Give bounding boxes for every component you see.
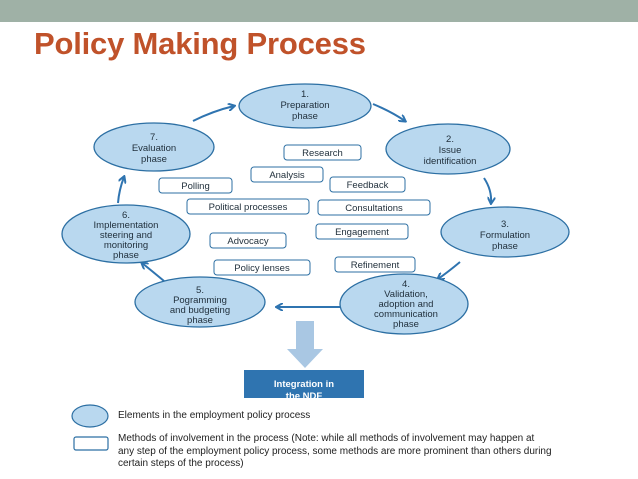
method-label: Consultations [345,203,403,214]
method-label: Polling [181,181,210,192]
phase-5-number: 5. [196,285,204,296]
method-box-consultations [318,200,430,215]
phase-3 [441,207,569,257]
method-label: Analysis [269,170,305,181]
legend-method-symbol [74,437,108,450]
method-box-advocacy [210,233,286,248]
arrow-7-to-1 [193,106,234,121]
phase-6-line-2: steering and [99,230,153,241]
arrow-3-to-4 [438,262,460,279]
legend-phase-symbol [72,405,108,427]
arrow-6-to-7 [118,177,124,203]
phase-2-number: 2. [446,134,454,145]
phase-7-line-2: phase [141,154,167,165]
phase-5-line-1: Pogramming [173,295,227,306]
phase-3-line-1: Formulation [479,230,531,241]
method-box-political-processes [187,199,309,214]
phase-1 [239,84,371,128]
method-label: Refinement [350,260,400,271]
phase-1-line-2: phase [292,111,318,122]
legend-phase-label: Elements in the employment policy process [118,410,311,421]
phase-4 [340,274,468,334]
method-box-research [284,145,361,160]
method-label: Feedback [346,180,389,191]
phase-7 [94,123,214,171]
method-box-feedback [330,177,405,192]
phase-7-line-1: Evaluation [131,143,177,154]
phase-7-number: 7. [150,132,158,143]
phase-3-number: 3. [501,219,509,230]
phase-4-line-2: adoption and [378,299,434,310]
phase-2-line-1: Issue [438,145,462,156]
phase-5 [135,277,265,327]
phase-4-line-3: communication [374,309,438,320]
integration-down-arrow [287,321,323,368]
phase-6-line-3: monitoring [103,240,149,251]
arrow-1-to-2 [373,104,405,121]
phase-6-line-1: Implementation [93,220,159,231]
integration-box [244,370,364,402]
phase-2 [386,124,510,174]
phase-5-line-3: phase [187,315,213,326]
phase-4-number: 4. [402,279,410,290]
legend-method-line-2: any step of the employment policy process, some methods are more prominent than others during [118,445,552,457]
arrow-2-to-3 [484,178,491,203]
phase-5-line-2: and budgeting [169,305,231,316]
method-box-engagement [316,224,408,239]
phase-1-number: 1. [301,89,309,100]
phase-2-line-2: identification [423,156,477,167]
method-box-policy-lenses [214,260,310,275]
method-box-polling [159,178,232,193]
phase-6-line-4: phase [113,250,139,261]
arrow-5-to-6 [142,263,164,281]
slide-title: Policy Making Process [34,26,366,61]
phase-3-line-2: phase [492,241,518,252]
phase-6-number: 6. [122,210,130,221]
integration-label-line-1: Integration in [273,379,335,390]
method-box-analysis [251,167,323,182]
phase-1-line-1: Preparation [280,100,330,111]
phase-4-line-4: phase [393,319,419,330]
method-label: Research [302,148,343,159]
phase-6 [62,205,190,263]
method-label: Engagement [335,227,389,238]
method-label: Political processes [208,202,288,213]
legend-method-line-3: certain steps of the process) [118,458,244,469]
legend-method-label [118,433,618,471]
method-label: Policy lenses [234,263,290,274]
method-label: Advocacy [227,236,269,247]
method-box-refinement [335,257,415,272]
integration-label-line-2: the NDF [285,391,323,402]
legend-method-line-1: Methods of involvement in the process (Note: while all methods of involvement may happen at [118,433,535,444]
phase-4-line-1: Validation, [384,289,428,300]
